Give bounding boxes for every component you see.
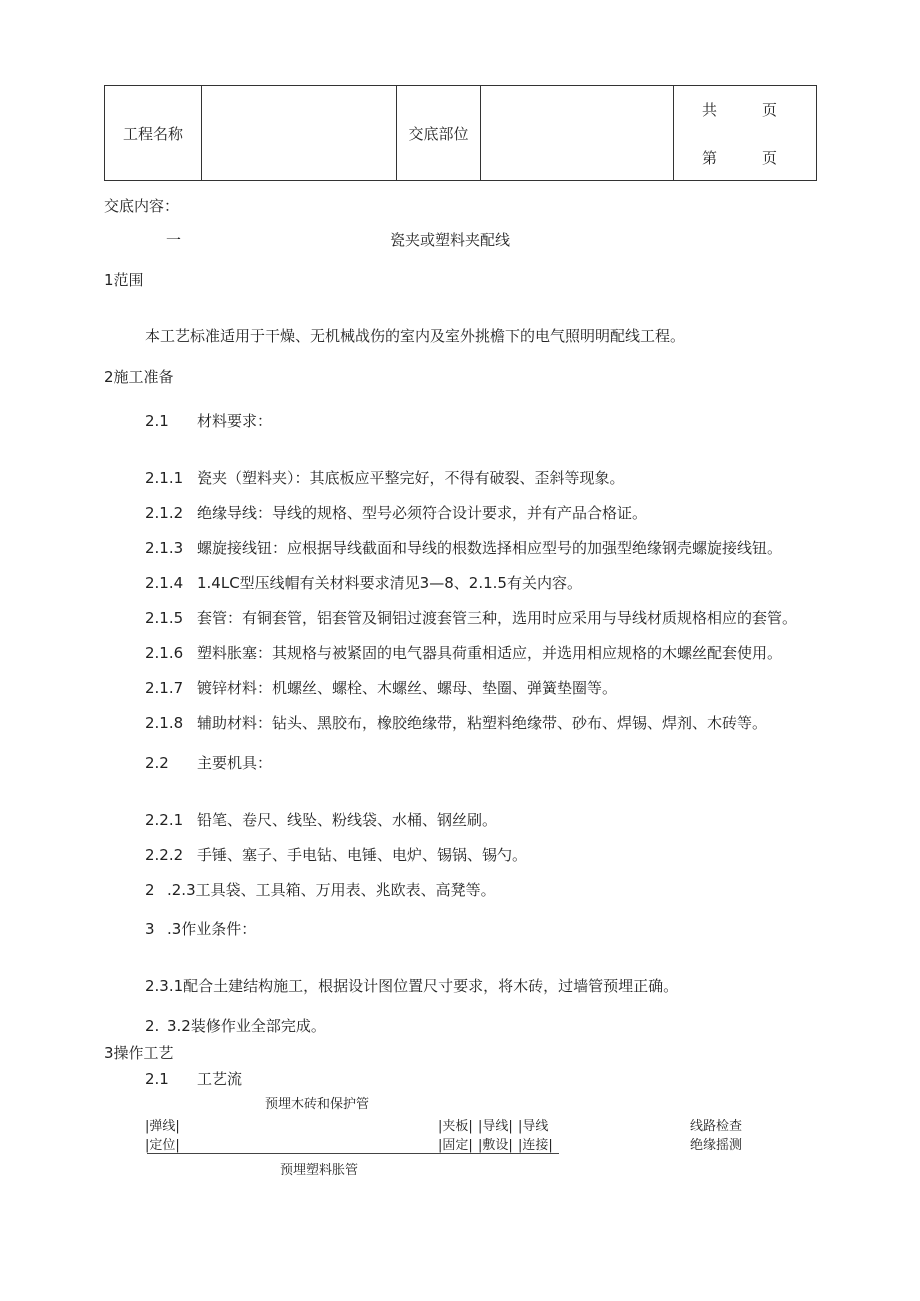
sub-heading-tools — [145, 753, 272, 773]
list-item — [145, 810, 497, 830]
flow-text: 连接 — [522, 1138, 549, 1153]
item-text: 塑料胀塞：其规格与被紧固的电气器具荷重相适应，并选用相应规格的木螺丝配套使用。 — [197, 644, 783, 662]
item-text: .3作业条件： — [167, 920, 257, 938]
flow-node-gu-ding: |固定| — [438, 1138, 473, 1153]
flow-top-label: 预埋木砖和保护管 — [265, 1097, 370, 1112]
item-text: 瓷夹（塑料夹）：其底板应平整完好，不得有破裂、歪斜等现象。 — [197, 469, 625, 487]
list-item — [145, 573, 582, 593]
list-item — [145, 468, 625, 488]
total-page-label: 页 — [762, 101, 778, 119]
current-page-label: 页 — [762, 149, 778, 167]
item-number: 2.1.2 — [145, 504, 184, 522]
intro-label: 交底内容： — [104, 197, 180, 215]
item-number: 2.2.1 — [145, 811, 184, 829]
list-item — [145, 678, 617, 698]
sub-number: 2.1 — [145, 1070, 169, 1088]
sub-number: 2.2 — [145, 754, 169, 772]
preparation-heading: 2施工准备 — [104, 368, 174, 386]
location-value — [481, 86, 674, 181]
item-number: 2.1.3 — [145, 539, 184, 557]
item-number: 2.2.2 — [145, 846, 184, 864]
flow-node-dao-xian-1: |导线| — [478, 1119, 513, 1134]
flow-text: 定位 — [149, 1138, 176, 1153]
sub-text: 主要机具： — [197, 754, 273, 772]
item-text: 镀锌材料：机螺丝、螺栓、木螺丝、螺母、垫圈、弹簧垫圈等。 — [197, 679, 618, 697]
condition-232 — [145, 1016, 326, 1036]
list-item — [145, 538, 782, 558]
item-number: 2.1.5 — [145, 609, 184, 627]
operation-heading: 3操作工艺 — [104, 1044, 174, 1062]
list-item — [145, 845, 527, 865]
scope-text: 本工艺标准适用于干燥、无机械战伤的室内及室外挑檐下的电气照明明配线工程。 — [145, 327, 686, 345]
flow-text: 夹板 — [442, 1119, 469, 1134]
flow-node-dao-xian-2: |导线 — [518, 1119, 549, 1134]
sub-heading-process-flow — [145, 1069, 242, 1089]
scope-heading: 1范围 — [104, 271, 144, 289]
item-number: 2.1.7 — [145, 679, 184, 697]
flow-node-jia-ban: |夹板| — [438, 1119, 473, 1134]
list-item — [145, 713, 767, 733]
flow-text: 敷设 — [482, 1138, 509, 1153]
sub-number: 2.1 — [145, 412, 169, 430]
flow-text: 导线 — [482, 1119, 509, 1134]
item-text: 绝缘导线：导线的规格、型号必须符合设计要求，并有产品合格证。 — [197, 504, 648, 522]
flow-node-lian-jie: |连接| — [518, 1138, 553, 1153]
page-count-cell — [674, 86, 817, 181]
flow-text: 弹线 — [149, 1119, 176, 1134]
sub-heading-materials — [145, 411, 272, 431]
project-name-value — [202, 86, 397, 181]
item-text: 套管：有铜套管，铝套管及铜铝过渡套管三种，选用时应采用与导线材质规格相应的套管。 — [197, 609, 798, 627]
sub-text: 工艺流 — [197, 1070, 243, 1088]
header-table — [104, 85, 817, 181]
location-label: 交底部位 — [397, 86, 481, 181]
item-number: 2.1.8 — [145, 714, 184, 732]
item-prefix: 3 — [145, 920, 155, 938]
work-conditions-heading — [145, 919, 256, 939]
item-text: 辅助材料：钻头、黑胶布，橡胶绝缘带，粘塑料绝缘带、砂布、焊锡、焊剂、木砖等。 — [197, 714, 768, 732]
item-text: 3.2装修作业全部完成。 — [167, 1017, 326, 1035]
flow-text: 导线 — [522, 1119, 549, 1134]
flow-text: 固定 — [442, 1138, 469, 1153]
item-prefix: 2 — [145, 881, 155, 899]
list-item — [145, 608, 797, 628]
list-item — [145, 503, 647, 523]
flow-node-tan-xian: |弹线| — [145, 1119, 180, 1134]
flow-node-line-check: 线路检查 — [690, 1119, 743, 1134]
total-label: 共 — [702, 101, 718, 119]
item-text: .2.3工具袋、工具箱、万用表、兆欧表、高凳等。 — [167, 881, 496, 899]
item-text: 1.4LC型压线帽有关材料要求清见3—8、2.1.5有关内容。 — [197, 574, 582, 592]
flow-node-ding-wei: |定位| — [145, 1138, 180, 1153]
project-name-label: 工程名称 — [105, 86, 202, 181]
sub-text: 材料要求： — [197, 412, 273, 430]
item-number: 2.1.4 — [145, 574, 184, 592]
condition-231: 2.3.1配合土建结构施工，根据设计图位置尺寸要求，将木砖，过墙管预埋正确。 — [145, 977, 679, 995]
item-number: 2.1.1 — [145, 469, 184, 487]
current-label: 第 — [702, 149, 718, 167]
item-text: 手锤、塞子、手电钻、电锤、电炉、锡锅、锡勺。 — [197, 846, 528, 864]
item-prefix: 2. — [145, 1017, 160, 1035]
section-dash: 一 — [166, 231, 182, 249]
flow-node-insulation-test: 绝缘摇测 — [690, 1138, 743, 1153]
item-text: 铅笔、卷尺、线坠、粉线袋、水桶、钢丝刷。 — [197, 811, 498, 829]
item-number: 2.1.6 — [145, 644, 184, 662]
flow-node-fu-she: |敷设| — [478, 1138, 513, 1153]
section-title: 瓷夹或塑料夹配线 — [390, 231, 511, 249]
flow-bottom-label: 预埋塑料胀管 — [280, 1163, 359, 1178]
item-text: 螺旋接线钮：应根据导线截面和导线的根数选择相应型号的加强型绝缘钢壳螺旋接线钮。 — [197, 539, 783, 557]
list-item — [145, 643, 782, 663]
list-item-223 — [145, 880, 496, 900]
